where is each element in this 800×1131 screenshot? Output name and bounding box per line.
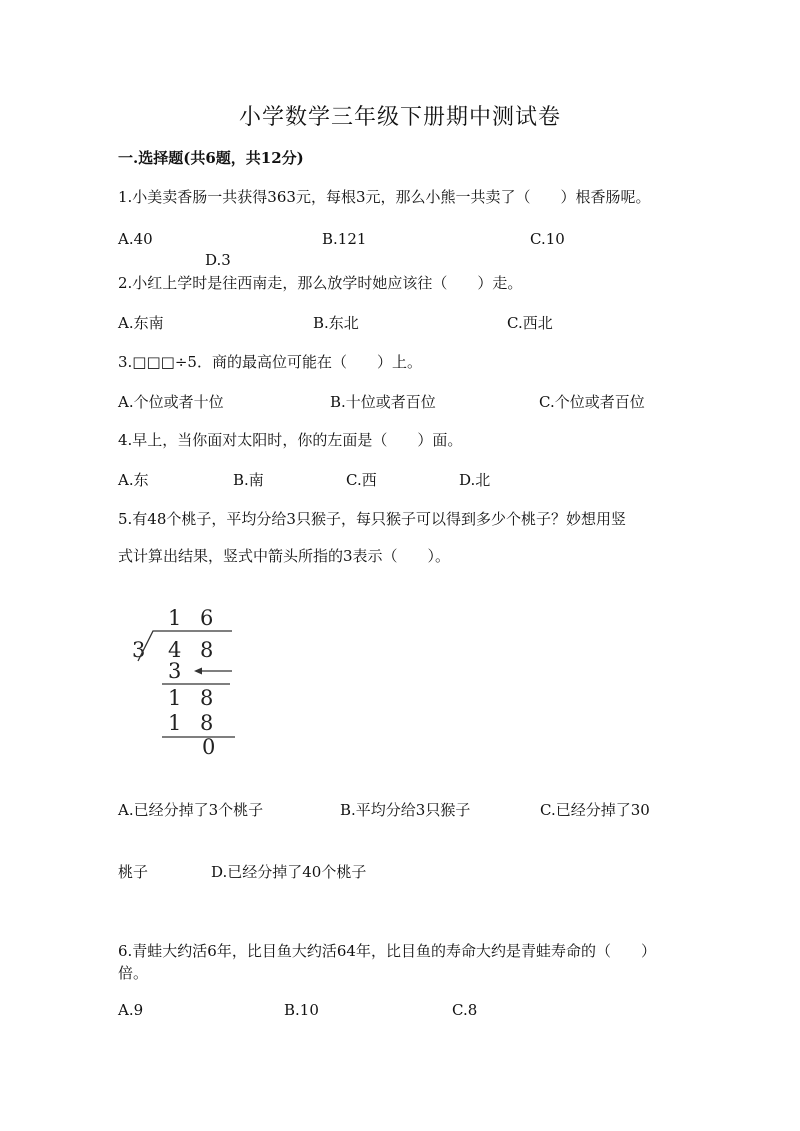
- question-5-option-d[interactable]: D.已经分掉了40个桃子: [211, 863, 367, 881]
- question-1-option-a[interactable]: A.40: [118, 230, 153, 248]
- question-6-option-b[interactable]: B.10: [284, 1001, 319, 1019]
- question-1-option-d[interactable]: D.3: [205, 251, 231, 269]
- step-remainder-tens: 1: [168, 686, 182, 710]
- question-1-stem: 1.小美卖香肠一共获得363元，每根3元，那么小熊一共卖了（ ）根香肠呢。: [118, 188, 651, 206]
- question-2-option-a[interactable]: A.东南: [118, 314, 164, 332]
- question-5-option-c[interactable]: C.已经分掉了30: [540, 801, 650, 819]
- question-3-option-b[interactable]: B.十位或者百位: [330, 393, 436, 411]
- question-6-option-a[interactable]: A.9: [118, 1001, 144, 1019]
- arrow-icon: [194, 668, 202, 675]
- question-1-option-c[interactable]: C.10: [530, 230, 565, 248]
- question-5-option-a[interactable]: A.已经分掉了3个桃子: [118, 801, 264, 819]
- question-3-option-a[interactable]: A.个位或者十位: [118, 393, 224, 411]
- final-remainder: 0: [202, 735, 216, 759]
- dividend-digit-tens: 4: [168, 638, 182, 662]
- question-5-stem-line-1: 5.有48个桃子，平均分给3只猴子，每只猴子可以得到多少个桃子？妙想用竖: [118, 510, 626, 528]
- question-2-stem: 2.小红上学时是往西南走，那么放学时她应该往（ ）走。: [118, 274, 523, 292]
- long-division-figure: [110, 595, 250, 765]
- quotient-digit-tens: 1: [168, 606, 182, 630]
- question-2-option-b[interactable]: B.东北: [313, 314, 359, 332]
- divisor: 3: [132, 638, 146, 662]
- question-4-option-d[interactable]: D.北: [459, 471, 491, 489]
- question-6-stem: 6.青蛙大约活6年，比目鱼大约活64年，比目鱼的寿命大约是青蛙寿命的（ ）倍。: [118, 942, 656, 982]
- question-1-option-b[interactable]: B.121: [322, 230, 367, 248]
- step-product-tens: 1: [168, 711, 182, 735]
- question-5-option-c-continued: 桃子: [118, 863, 149, 881]
- question-4-option-c[interactable]: C.西: [346, 471, 377, 489]
- dividend-digit-ones: 8: [200, 638, 214, 662]
- step-product-ones: 8: [200, 711, 214, 735]
- question-4-stem: 4.早上，当你面对太阳时，你的左面是（ ）面。: [118, 431, 463, 449]
- step-remainder-ones: 8: [200, 686, 214, 710]
- question-3-stem: 3.□□□÷5．商的最高位可能在（ ）上。: [118, 353, 422, 371]
- question-3-option-c[interactable]: C.个位或者百位: [539, 393, 645, 411]
- quotient-digit-ones: 6: [200, 606, 214, 630]
- section-heading: 一.选择题(共6题，共12分): [118, 149, 304, 167]
- question-4-option-b[interactable]: B.南: [233, 471, 264, 489]
- question-4-option-a[interactable]: A.东: [118, 471, 149, 489]
- step-product-3: 3: [168, 659, 182, 683]
- question-5-stem-line-2: 式计算出结果，竖式中箭头所指的3表示（ ）。: [118, 547, 451, 565]
- division-bracket: [138, 631, 232, 661]
- question-5-option-b[interactable]: B.平均分给3只猴子: [340, 801, 471, 819]
- question-2-option-c[interactable]: C.西北: [507, 314, 553, 332]
- question-6-option-c[interactable]: C.8: [452, 1001, 478, 1019]
- page-title: 小学数学三年级下册期中测试卷: [238, 105, 561, 130]
